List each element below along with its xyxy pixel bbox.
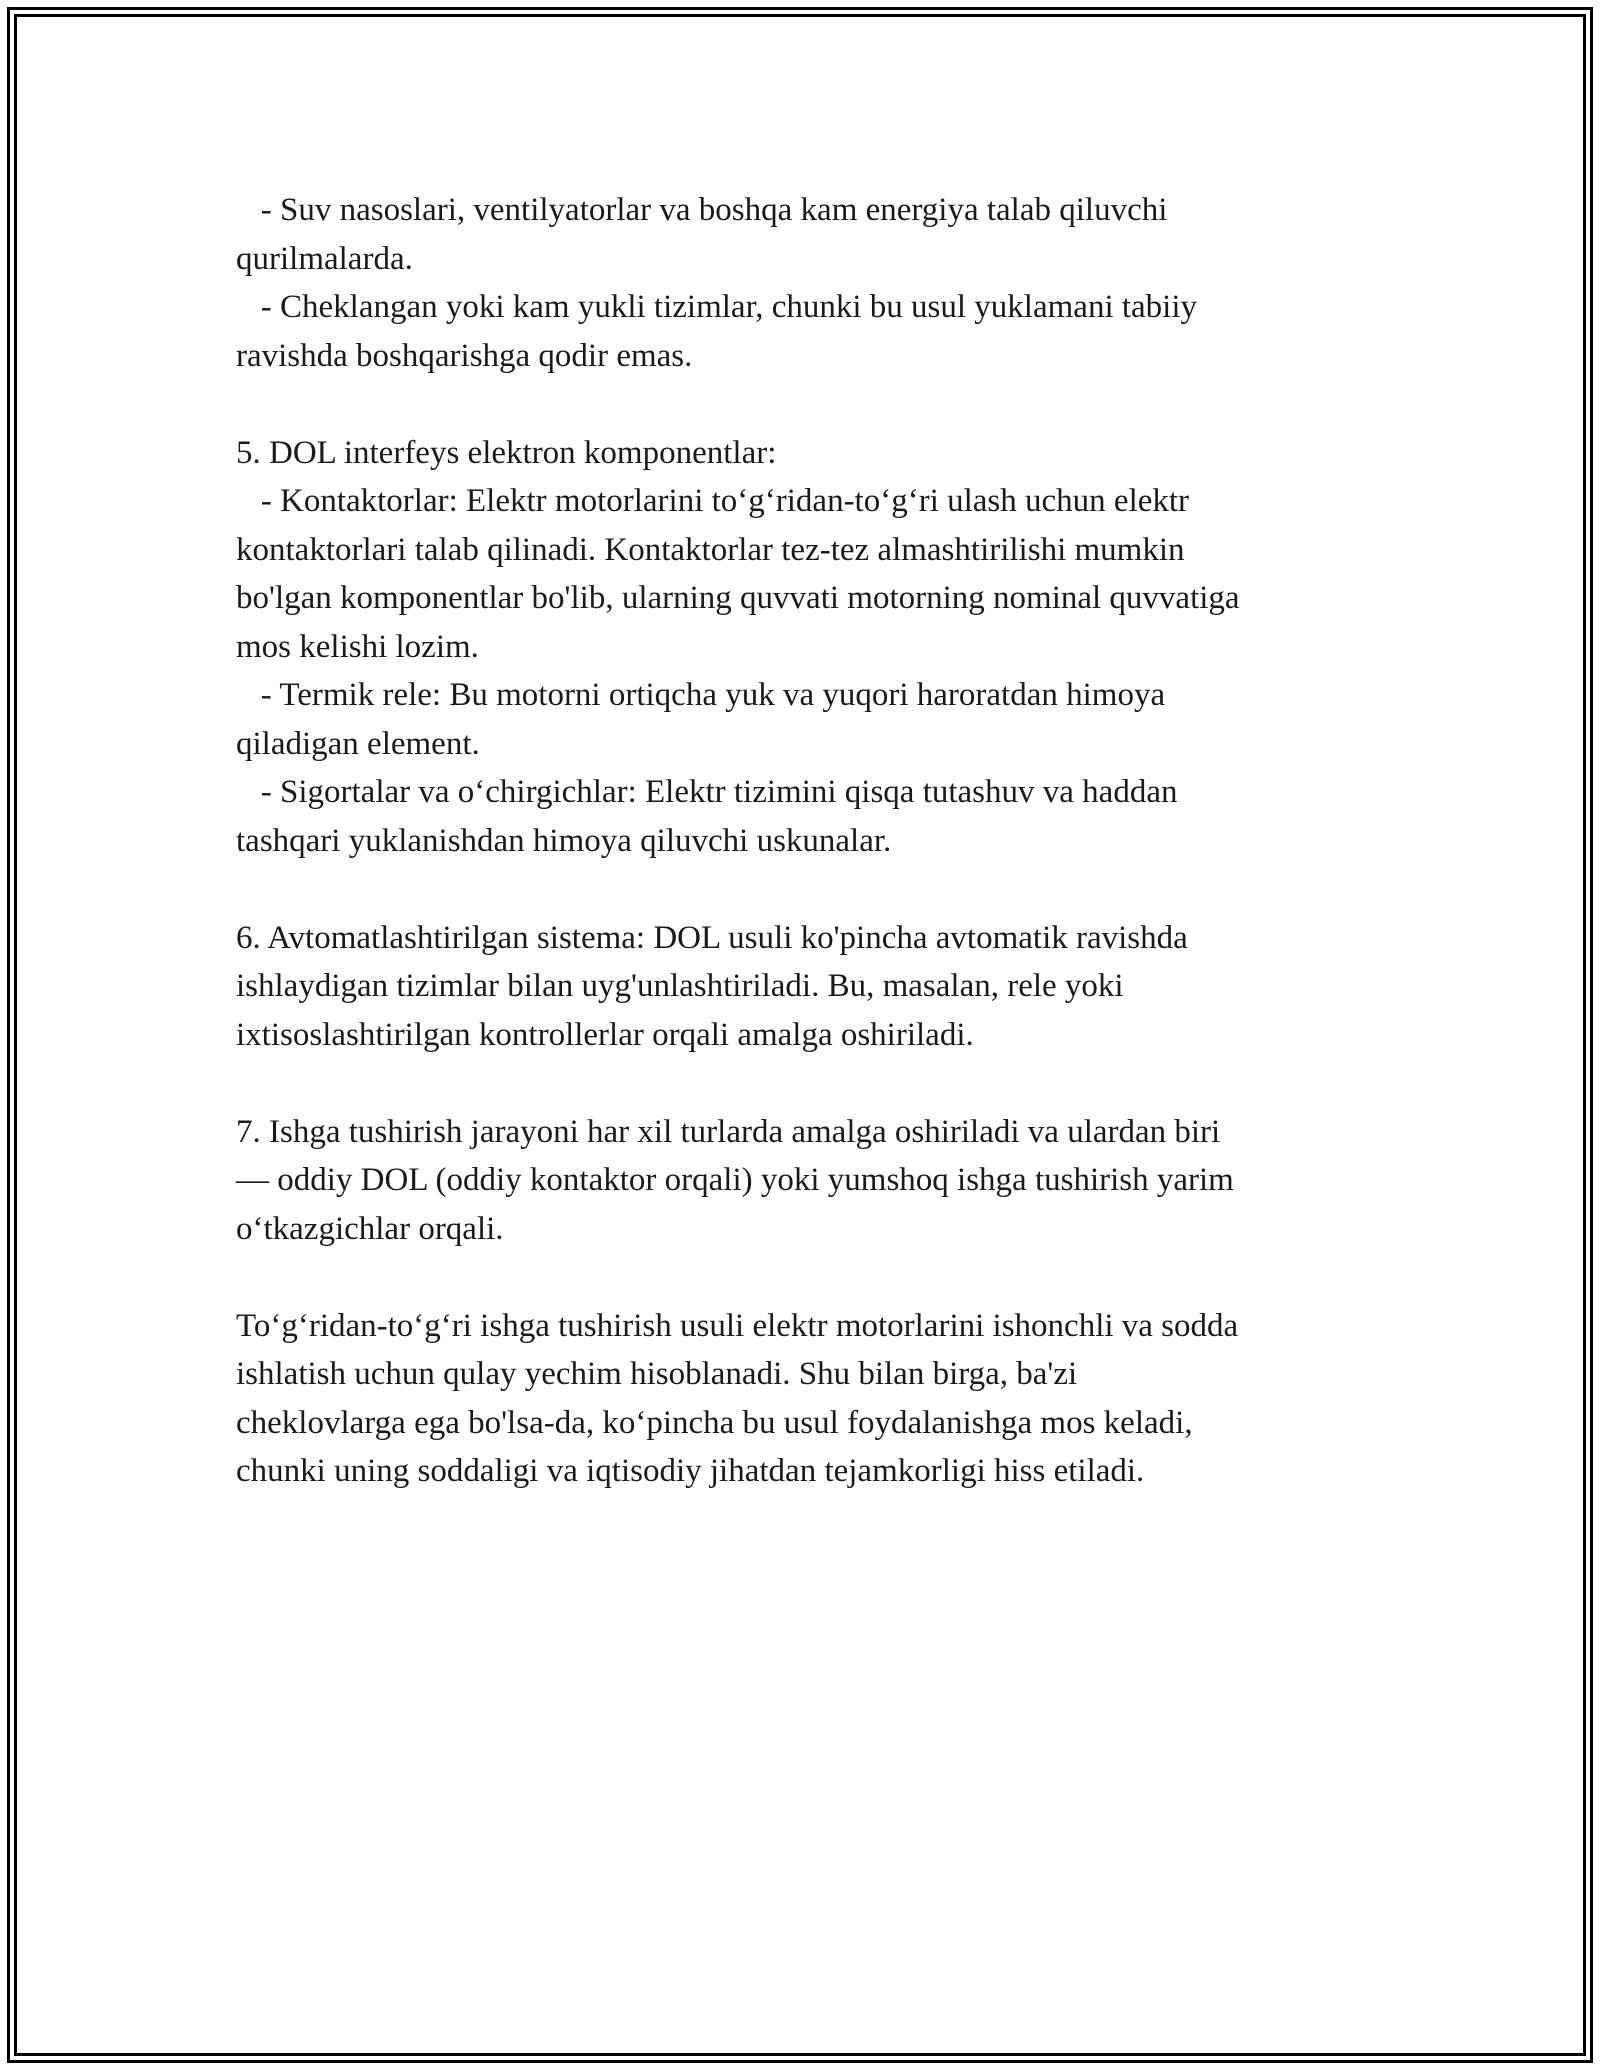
text-line: ishlatish uchun qulay yechim hisoblanadi. Shu bilan birga, ba'zi [236,1356,1078,1392]
text-line: ravishda boshqarishga qodir emas. [236,337,693,374]
text-line: ishlaydigan tizimlar bilan uyg'unlashtiriladi. Bu, masalan, rele yoki [236,968,1124,1004]
text-line: chunki uning soddaligi va iqtisodiy jihatdan tejamkorligi hiss etiladi. [236,1453,1145,1489]
text-line: mos kelishi lozim. [236,628,479,665]
paragraph-spacer [236,380,1376,429]
text-line: — oddiy DOL (oddiy kontaktor orqali) yoki yumshoq ishga tushirish yarim [236,1162,1234,1198]
paragraph-usage-list [236,186,1376,380]
document-body [236,186,1376,1496]
text-line: tashqari yuklanishdan himoya qiluvchi uskunalar. [236,822,892,859]
text-line: - Termik rele: Bu motorni ortiqcha yuk va yuqori haroratdan himoya [236,677,1166,713]
paragraph-spacer [236,865,1376,914]
text-line: 5. DOL interfeys elektron komponentlar: [236,434,777,471]
paragraph-dol-components [236,429,1376,866]
text-line: 6. Avtomatlashtirilgan sistema: DOL usuli ko'pincha avtomatik ravishda [236,919,1188,956]
text-line: cheklovlarga ega bo'lsa-da, ko‘pincha bu usul foydalanishga mos keladi, [236,1404,1193,1441]
paragraph-startup-process [236,1108,1376,1254]
text-line: kontaktorlari talab qilinadi. Kontaktorlar tez-tez almashtirilishi mumkin [236,531,1185,568]
paragraph-automated-system [236,914,1376,1060]
text-line: o‘tkazgichlar orqali. [236,1210,504,1247]
text-line: ixtisoslashtirilgan kontrollerlar orqali amalga oshiriladi. [236,1016,974,1053]
paragraph-spacer [236,1253,1376,1302]
paragraph-conclusion [236,1302,1376,1496]
text-line: To‘g‘ridan-to‘g‘ri ishga tushirish usuli elektr motorlarini ishonchli va sodda [236,1307,1239,1344]
paragraph-spacer [236,1059,1376,1108]
text-line: - Kontaktorlar: Elektr motorlarini to‘g‘ridan-to‘g‘ri ulash uchun elektr [236,483,1190,519]
text-line: 7. Ishga tushirish jarayoni har xil turlarda amalga oshiriladi va ulardan biri [236,1113,1221,1150]
text-line: - Cheklangan yoki kam yukli tizimlar, chunki bu usul yuklamani tabiiy [236,289,1198,325]
text-line: - Sigortalar va o‘chirgichlar: Elektr tizimini qisqa tutashuv va haddan [236,774,1178,810]
text-line: qurilmalarda. [236,240,413,277]
text-line: - Suv nasoslari, ventilyatorlar va boshqa kam energiya talab qiluvchi [236,192,1168,228]
text-line: bo'lgan komponentlar bo'lib, ularning quvvati motorning nominal quvvatiga [236,580,1240,616]
text-line: qiladigan element. [236,725,480,762]
